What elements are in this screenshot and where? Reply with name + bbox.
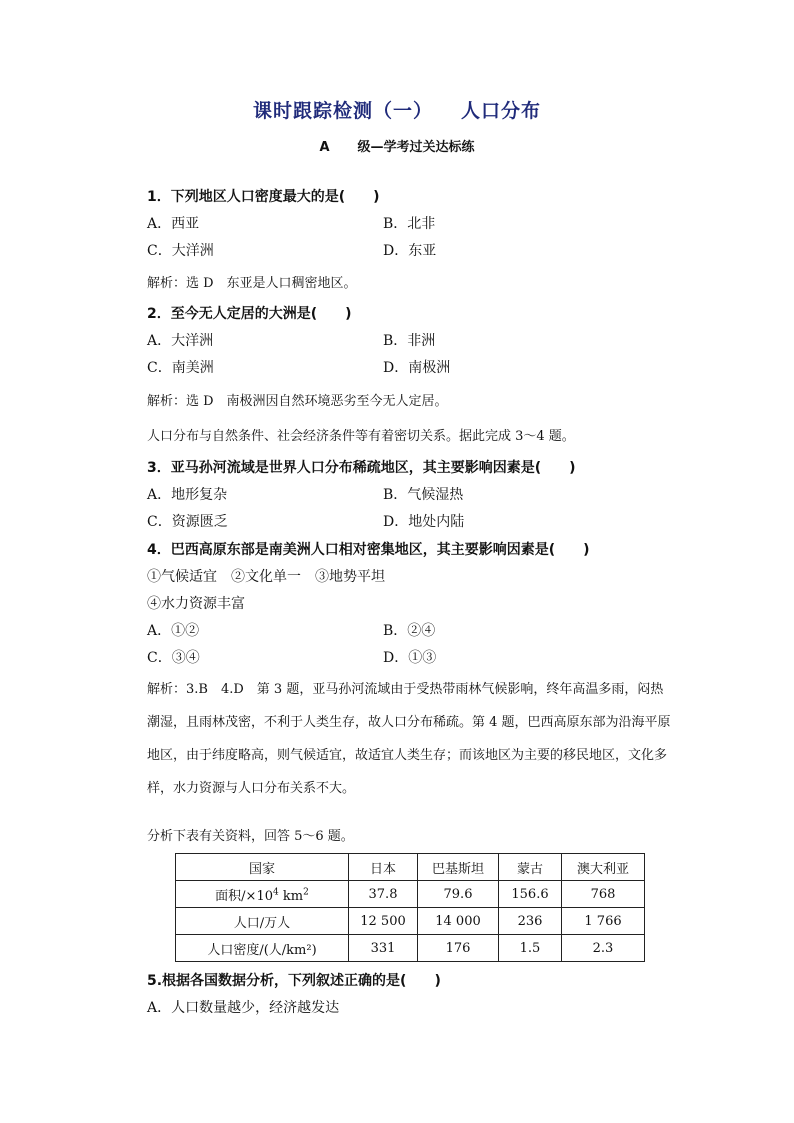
q1-option-a: A．西亚 <box>147 216 200 232</box>
q1-option-c: C．大洋洲 <box>147 243 214 259</box>
area-label: 面积/×10 <box>215 888 273 904</box>
page-title <box>0 96 794 123</box>
table-cell: 1.5 <box>499 935 562 962</box>
q3-q4-analysis: 解析：3.B 4.D 第 3 题，亚马孙河流域由于受热带雨林气候影响，终年高温多雨，闷热潮湿，且雨林茂密，不利于人类生存，故人口分布稀疏。第 4 题，巴西高原东部为沿海平原地区，由于纬度略高，则气候适宜，故适宜人类生存；而该地区为主要的移民地区，文化多样，水力资源与人口分布关系不大。 <box>147 682 671 796</box>
area-unit-exponent: 2 <box>303 887 309 898</box>
subtitle-text: 级—学考过关达标练 <box>357 140 475 155</box>
q5-option-a: A．人口数量越少，经济越发达 <box>147 1000 340 1016</box>
table-cell: 37.8 <box>349 881 418 908</box>
q4-option-c: C．③④ <box>147 650 200 666</box>
q2-option-a: A．大洋洲 <box>147 333 214 349</box>
title-main: 课时跟踪检测（一） <box>252 100 433 122</box>
title-topic: 人口分布 <box>461 100 542 122</box>
q1-analysis: 解析：选 D 东亚是人口稠密地区。 <box>147 276 357 291</box>
q4-option-b: B．②④ <box>383 623 436 639</box>
subtitle-level: A <box>319 140 330 155</box>
table-cell: 156.6 <box>499 881 562 908</box>
q4-items-line1: ①气候适宜 ②文化单一 ③地势平坦 <box>147 569 385 585</box>
row-label-population: 人口/万人 <box>176 908 349 935</box>
q1-option-b: B．北非 <box>383 216 436 232</box>
table-header-cell: 国家 <box>176 854 349 881</box>
table-header-row <box>176 854 645 881</box>
q1-stem: 1．下列地区人口密度最大的是( ) <box>147 189 380 205</box>
table-header-cell: 澳大利亚 <box>562 854 645 881</box>
intro-q5-q6: 分析下表有关资料，回答 5～6 题。 <box>147 829 354 844</box>
table-row <box>176 935 645 962</box>
q4-option-a: A．①② <box>147 623 200 639</box>
q2-option-c: C．南美洲 <box>147 360 214 376</box>
area-unit: km <box>278 888 304 904</box>
table-cell: 14 000 <box>418 908 499 935</box>
q3-option-c: C．资源匮乏 <box>147 514 228 530</box>
q5-stem: 5.根据各国数据分析，下列叙述正确的是( ) <box>147 973 441 989</box>
table-header-cell: 蒙古 <box>499 854 562 881</box>
table-cell: 236 <box>499 908 562 935</box>
q4-option-d: D．①③ <box>383 650 437 666</box>
table-cell: 1 766 <box>562 908 645 935</box>
q2-option-b: B．非洲 <box>383 333 436 349</box>
country-data-table <box>175 853 645 962</box>
q3-option-b: B．气候湿热 <box>383 487 464 503</box>
table-cell: 2.3 <box>562 935 645 962</box>
q3-stem: 3．亚马孙河流域是世界人口分布稀疏地区，其主要影响因素是( ) <box>147 460 576 476</box>
table-row <box>176 908 645 935</box>
q1-option-d: D．东亚 <box>383 243 437 259</box>
q3-option-a: A．地形复杂 <box>147 487 228 503</box>
q4-items-line2: ④水力资源丰富 <box>147 596 245 612</box>
table-cell: 79.6 <box>418 881 499 908</box>
row-label-area <box>176 881 349 908</box>
table-cell: 176 <box>418 935 499 962</box>
row-label-density: 人口密度/(人/km²) <box>176 935 349 962</box>
table-header-cell: 巴基斯坦 <box>418 854 499 881</box>
area-exponent: 4 <box>273 887 279 898</box>
q2-option-d: D．南极洲 <box>383 360 451 376</box>
intro-q3-q4: 人口分布与自然条件、社会经济条件等有着密切关系。据此完成 3～4 题。 <box>147 429 575 444</box>
q3-option-d: D．地处内陆 <box>383 514 465 530</box>
table-row <box>176 881 645 908</box>
section-subtitle <box>0 136 794 155</box>
q2-stem: 2．至今无人定居的大洲是( ) <box>147 306 352 322</box>
table-cell: 331 <box>349 935 418 962</box>
table-cell: 768 <box>562 881 645 908</box>
table-cell: 12 500 <box>349 908 418 935</box>
table-header-cell: 日本 <box>349 854 418 881</box>
q2-analysis: 解析：选 D 南极洲因自然环境恶劣至今无人定居。 <box>147 394 448 409</box>
q4-stem: 4．巴西高原东部是南美洲人口相对密集地区，其主要影响因素是( ) <box>147 542 590 558</box>
